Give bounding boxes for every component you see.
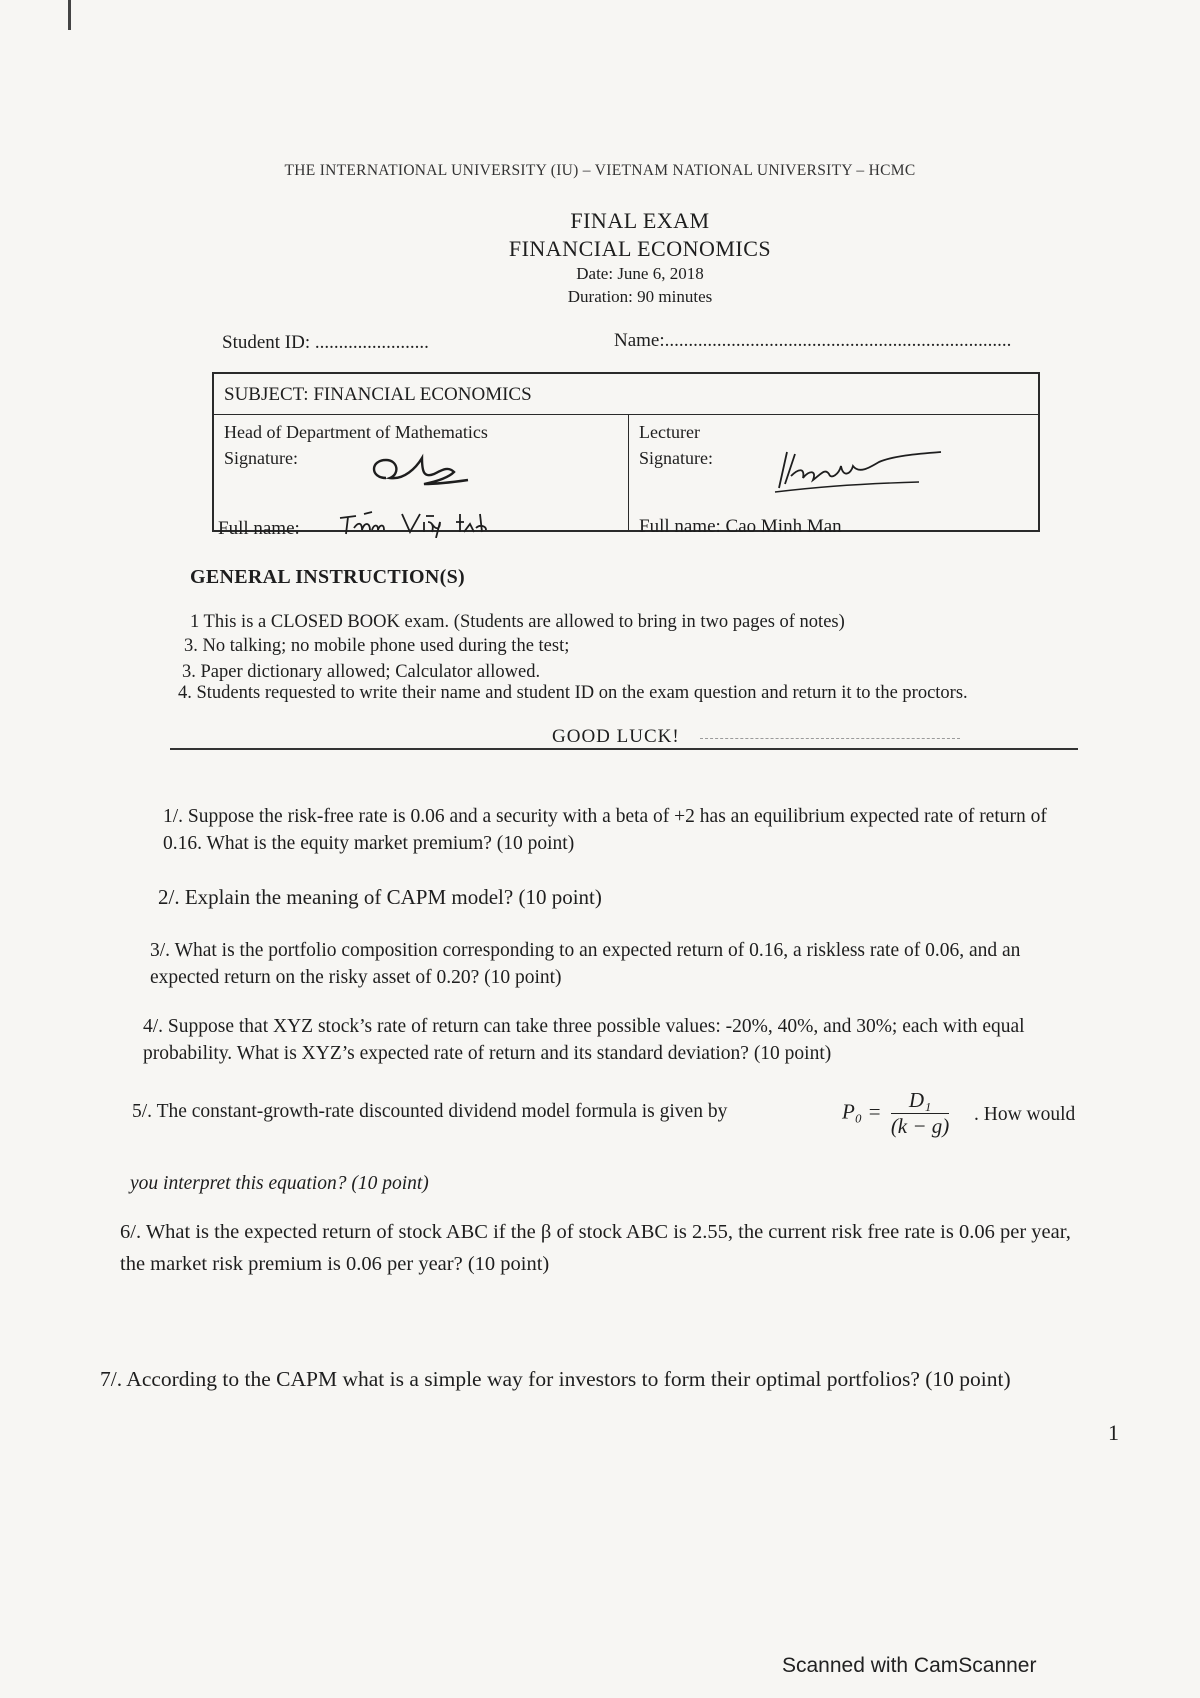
question-5-end: you interpret this equation? (10 point) [130,1173,429,1194]
formula-fraction [891,1088,949,1139]
section-divider [170,748,1078,750]
question-2: 2/. Explain the meaning of CAPM model? (10 point) [158,885,602,909]
student-id-field[interactable] [222,332,429,354]
subject-line: SUBJECT: FINANCIAL ECONOMICS [224,384,532,405]
lecturer-role: Lecturer [639,422,700,442]
instructions-heading: GENERAL INSTRUCTION(S) [190,566,465,588]
formula-denominator: (k − g) [890,1114,950,1138]
instruction-item: 3. Paper dictionary allowed; Calculator allowed. [182,662,541,682]
student-name-label: Name: [614,330,665,351]
lecturer-signature-label: Signature: [639,448,713,468]
question-5-text: 5/. The constant-growth-rate discounted dividend model formula is given by [132,1101,728,1122]
instruction-item: 4. Students requested to write their name and student ID on the exam question and return it to the proctors. [178,683,968,703]
question-7: 7/. According to the CAPM what is a simple way for investors to form their optimal portfolios? (10 point) [100,1367,1011,1391]
ddm-formula [842,1088,953,1139]
box-divider-vertical [628,414,629,530]
university-header: THE INTERNATIONAL UNIVERSITY (IU) – VIETNAM NATIONAL UNIVERSITY – HCMC [284,162,916,179]
lecturer-cell [639,419,713,471]
question-5-continuation: . How would [974,1104,1076,1125]
exam-date: Date: June 6, 2018 [576,264,704,283]
scanner-watermark: Scanned with CamScanner [782,1654,1037,1677]
instruction-item: 1 This is a CLOSED BOOK exam. (Students are allowed to bring in two pages of notes) [190,612,845,632]
dashed-separator [700,738,960,739]
box-divider-horizontal [214,414,1038,415]
student-name-blank: ......................................................................... [664,330,1012,351]
student-id-blank: ........................ [314,332,429,353]
question-1: 1/. Suppose the risk-free rate is 0.06 and a security with a beta of +2 has an equilibrium expected rate of return of 0.16. What is the equity market premium? (10 point) [163,806,1047,854]
head-role: Head of Department of Mathematics [224,422,488,442]
instruction-item: 3. No talking; no mobile phone used during the test; [184,636,570,656]
formula-lhs: P₀ = [842,1099,882,1124]
exam-duration: Duration: 90 minutes [567,287,713,306]
head-signature-label: Signature: [224,448,298,468]
head-signature-image [364,448,474,492]
lecturer-fullname: Full name: Cao Minh Man [639,516,842,537]
good-luck-text: GOOD LUCK! [552,726,680,747]
question-3: 3/. What is the portfolio composition corresponding to an expected return of 0.16, a riskless rate of 0.06, and an expected return on the risky asset of 0.20? (10 point) [150,940,1021,988]
question-6: 6/. What is the expected return of stock ABC if the β of stock ABC is 2.55, the current risk free rate is 0.06 per year, the market risk premium is 0.06 per year? (10 point) [120,1221,1071,1275]
scan-artifact-mark [68,0,71,30]
head-fullname-label: Full name: [218,518,300,539]
head-fullname-handwritten [336,508,506,538]
question-4: 4/. Suppose that XYZ stock’s rate of return can take three possible values: -20%, 40%, and 30%; each with equal probability. What is XYZ’s expected rate of return and its standard deviation? (10 point) [143,1016,1025,1064]
student-id-label: Student ID: [222,332,311,353]
page-number: 1 [1108,1420,1119,1445]
exam-title: FINAL EXAM [570,208,710,233]
course-title: FINANCIAL ECONOMICS [508,236,772,261]
lecturer-signature-image [769,444,949,494]
formula-numerator: D₁ [891,1088,949,1114]
approval-box [212,372,1040,539]
student-name-field[interactable] [614,330,1011,352]
